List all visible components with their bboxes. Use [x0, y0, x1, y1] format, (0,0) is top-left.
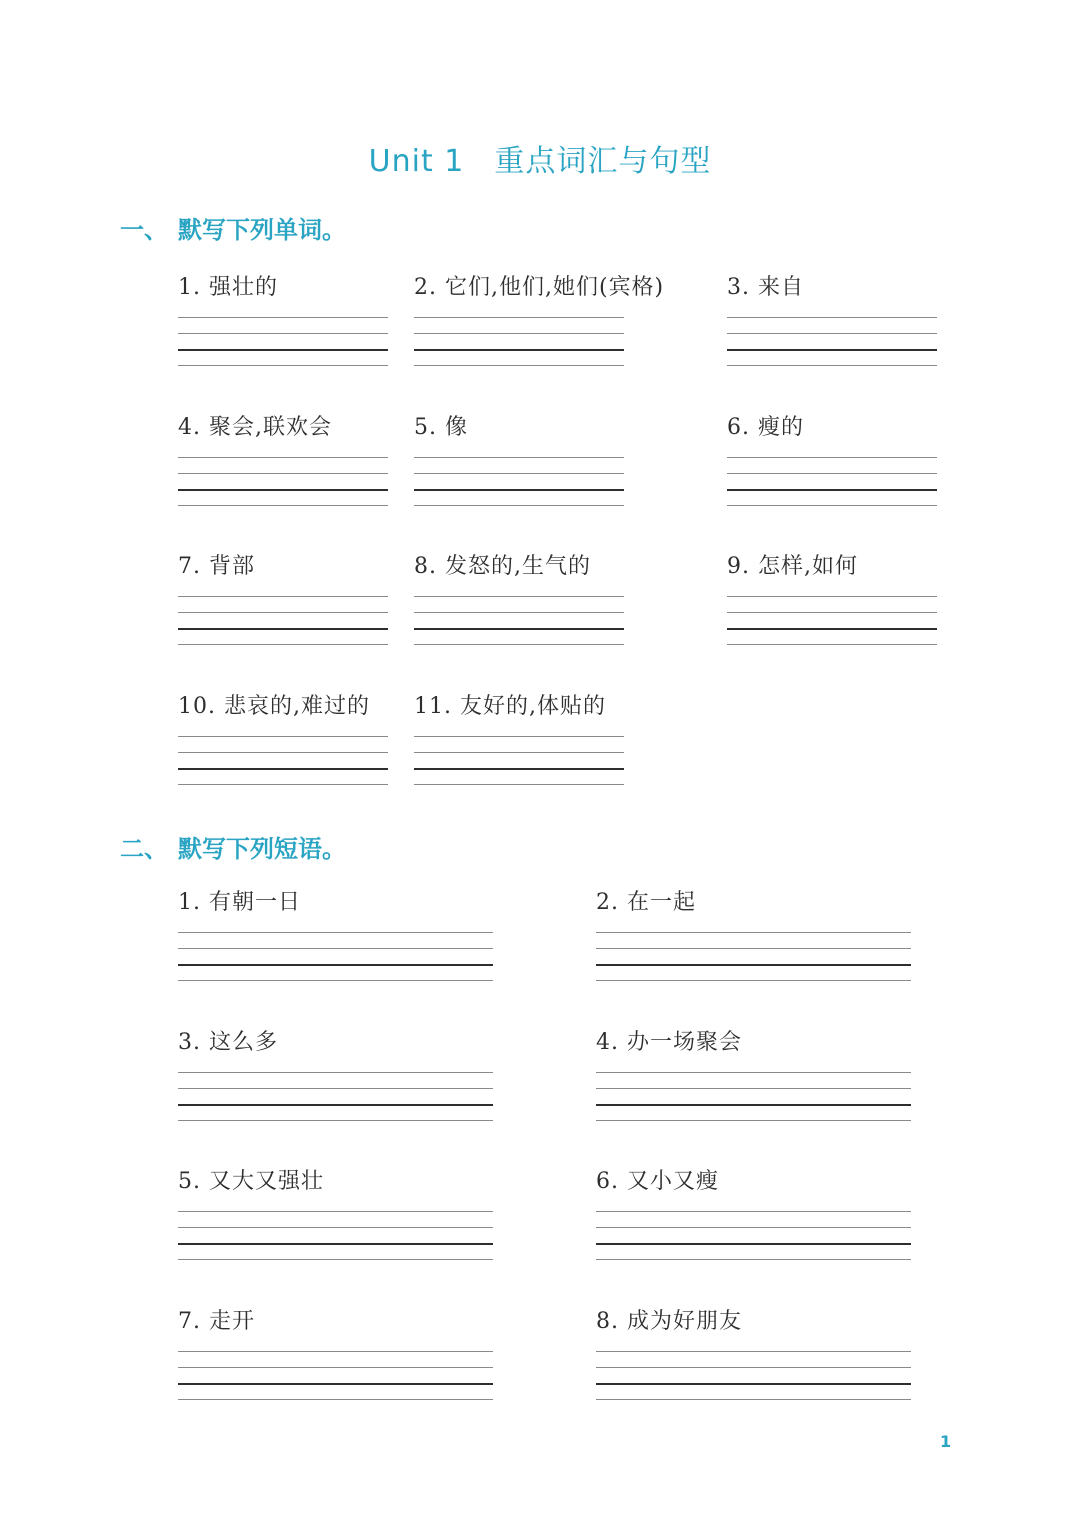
- phrase-prompt: 3. 这么多: [178, 1030, 278, 1055]
- word-prompt: 1. 强壮的: [178, 275, 278, 300]
- word-prompt: 9. 怎样,如何: [727, 554, 858, 579]
- word-item: [178, 273, 388, 303]
- phrase-prompt: 4. 办一场聚会: [596, 1030, 742, 1055]
- word-item: [727, 273, 937, 303]
- phrase-item: [596, 888, 911, 918]
- phrase-prompt: 7. 走开: [178, 1309, 255, 1334]
- word-prompt: 7. 背部: [178, 554, 255, 579]
- word-prompt: 3. 来自: [727, 275, 804, 300]
- writing-lines[interactable]: [596, 932, 911, 980]
- section-number: 一、: [120, 216, 168, 244]
- word-prompt: 4. 聚会,联欢会: [178, 415, 332, 440]
- writing-lines[interactable]: [414, 457, 624, 505]
- writing-lines[interactable]: [178, 736, 388, 784]
- phrase-prompt: 1. 有朝一日: [178, 890, 301, 915]
- word-item: [727, 413, 937, 443]
- writing-lines[interactable]: [178, 1211, 493, 1259]
- writing-lines[interactable]: [414, 736, 624, 784]
- section-title: 默写下列短语。: [178, 835, 346, 863]
- word-prompt: 6. 瘦的: [727, 415, 804, 440]
- section-number: 二、: [120, 835, 168, 863]
- writing-lines[interactable]: [178, 457, 388, 505]
- writing-lines[interactable]: [596, 1072, 911, 1120]
- page-title: [0, 136, 1080, 180]
- phrase-item: [178, 1167, 493, 1197]
- section-heading-phrases: [120, 829, 346, 864]
- phrase-item: [596, 1307, 911, 1337]
- word-item: [178, 552, 388, 582]
- writing-lines[interactable]: [414, 596, 624, 644]
- writing-lines[interactable]: [727, 457, 937, 505]
- word-item: [414, 552, 624, 582]
- phrase-item: [178, 1028, 493, 1058]
- section-title: 默写下列单词。: [178, 216, 346, 244]
- writing-lines[interactable]: [414, 317, 624, 365]
- unit-label: Unit 1: [368, 144, 465, 179]
- word-item: [727, 552, 937, 582]
- phrase-item: [178, 1307, 493, 1337]
- word-item: [414, 413, 624, 443]
- word-prompt: 11. 友好的,体贴的: [414, 694, 606, 719]
- word-prompt: 2. 它们,他们,她们(宾格): [414, 275, 665, 300]
- word-item: [178, 692, 388, 722]
- phrase-prompt: 5. 又大又强壮: [178, 1169, 324, 1194]
- word-prompt: 5. 像: [414, 415, 468, 440]
- writing-lines[interactable]: [178, 1072, 493, 1120]
- phrase-prompt: 6. 又小又瘦: [596, 1169, 719, 1194]
- word-item: [414, 692, 624, 722]
- writing-lines[interactable]: [178, 932, 493, 980]
- page-number: 1: [940, 1432, 952, 1451]
- phrase-prompt: 8. 成为好朋友: [596, 1309, 742, 1334]
- title-text: 重点词汇与句型: [494, 144, 712, 179]
- writing-lines[interactable]: [727, 317, 937, 365]
- writing-lines[interactable]: [596, 1211, 911, 1259]
- word-item: [178, 413, 388, 443]
- word-prompt: 10. 悲哀的,难过的: [178, 694, 370, 719]
- writing-lines[interactable]: [596, 1351, 911, 1399]
- writing-lines[interactable]: [178, 596, 388, 644]
- word-item: [414, 273, 665, 303]
- phrase-item: [178, 888, 493, 918]
- phrase-item: [596, 1167, 911, 1197]
- phrase-item: [596, 1028, 911, 1058]
- phrase-prompt: 2. 在一起: [596, 890, 696, 915]
- word-prompt: 8. 发怒的,生气的: [414, 554, 591, 579]
- writing-lines[interactable]: [178, 317, 388, 365]
- writing-lines[interactable]: [727, 596, 937, 644]
- section-heading-words: [120, 210, 346, 245]
- writing-lines[interactable]: [178, 1351, 493, 1399]
